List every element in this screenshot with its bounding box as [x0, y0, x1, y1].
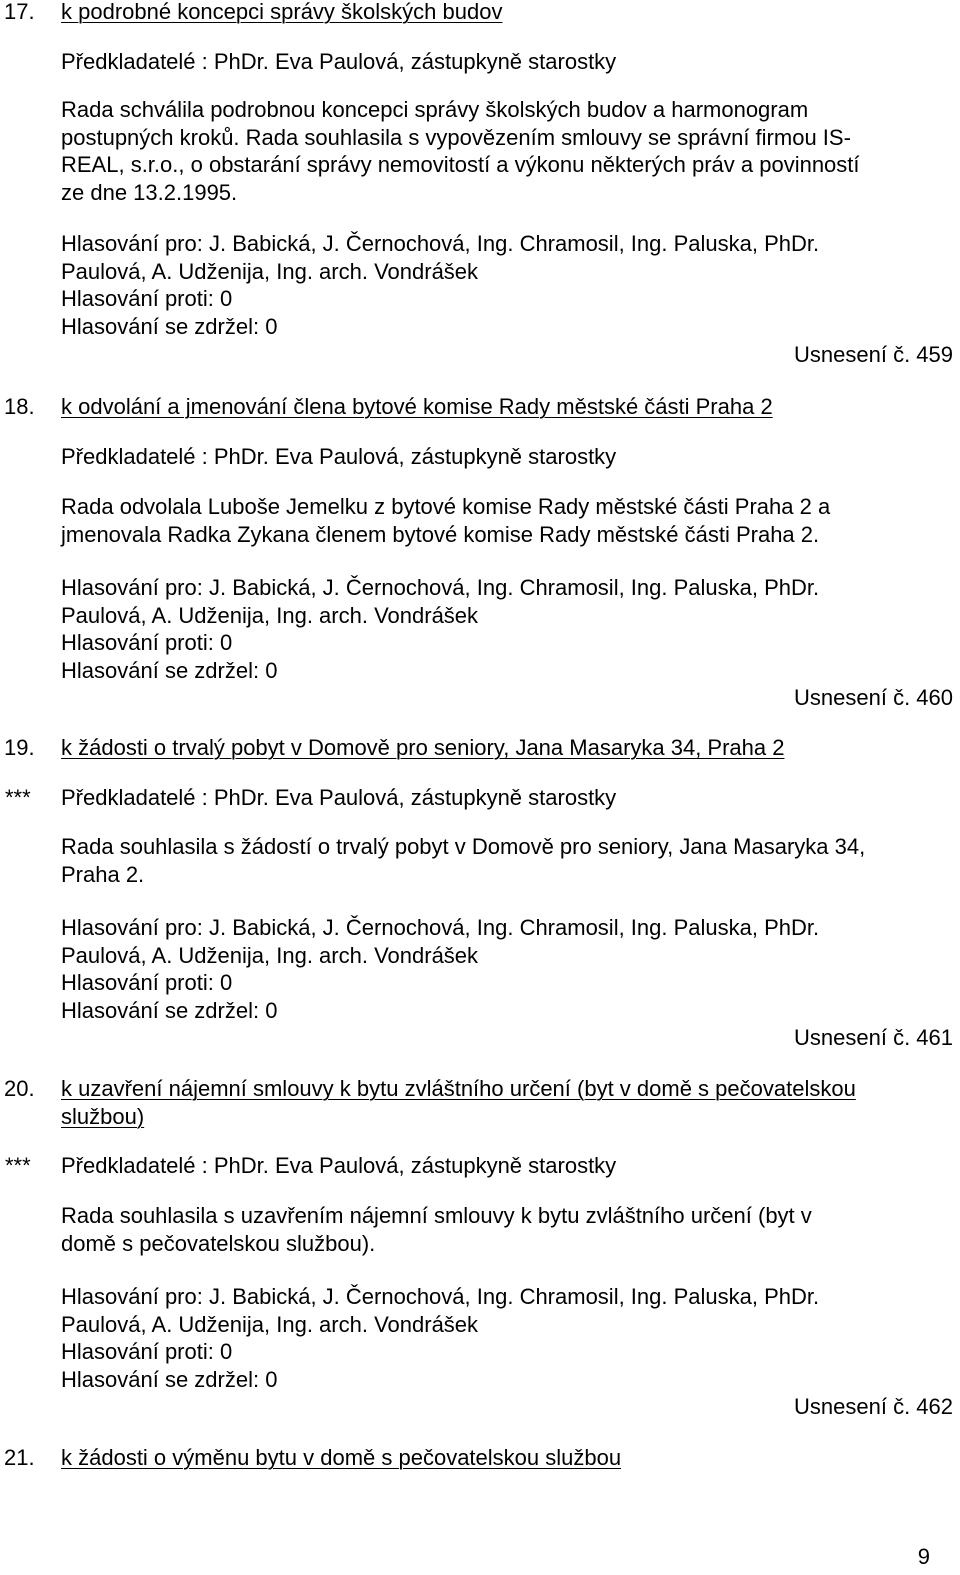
vote-for-continued: Paulová, A. Udženija, Ing. arch. Vondrášek: [61, 602, 479, 628]
agenda-item-17: [0, 0, 960, 367]
resolution-text: [61, 833, 956, 888]
presenter-line: Předkladatelé : PhDr. Eva Paulová, zástupkyně starostky: [61, 1153, 617, 1178]
resolution-number: Usnesení č. 461: [794, 1025, 953, 1050]
vote-for: Hlasování pro: J. Babická, J. Černochová, Ing. Chramosil, Ing. Paluska, PhDr.: [61, 915, 820, 940]
resolution-line: REAL, s.r.o., o obstarání správy nemovitostí a výkonu některých práv a povinností: [61, 152, 860, 177]
resolution-line: Rada odvolala Luboše Jemelku z bytové komise Rady městské části Praha 2 a: [61, 494, 831, 519]
priority-stars: ***: [5, 784, 31, 810]
item-title-continued: službou): [61, 1103, 145, 1129]
presenter-line: Předkladatelé : PhDr. Eva Paulová, zástupkyně starostky: [61, 784, 617, 810]
resolution-text: [61, 493, 956, 548]
resolution-text: [61, 1202, 956, 1257]
agenda-item-21: [0, 1444, 960, 1472]
item-number: 17.: [4, 0, 35, 24]
vote-for-continued: Paulová, A. Udženija, Ing. arch. Vondrášek: [61, 258, 479, 284]
vote-for-continued: Paulová, A. Udženija, Ing. arch. Vondrášek: [61, 1311, 479, 1337]
vote-block: [61, 1283, 956, 1393]
resolution-line: jmenovala Radka Zykana členem bytové komise Rady městské části Praha 2.: [61, 521, 820, 547]
resolution-line: Rada souhlasila s žádostí o trvalý pobyt v Domově pro seniory, Jana Masaryka 34,: [61, 834, 866, 859]
vote-against: Hlasování proti: 0: [61, 970, 233, 995]
vote-against: Hlasování proti: 0: [61, 630, 233, 655]
resolution-line: Rada souhlasila s uzavřením nájemní smlouvy k bytu zvláštního určení (byt v: [61, 1203, 812, 1228]
resolution-line: ze dne 13.2.1995.: [61, 179, 238, 205]
vote-abstain: Hlasování se zdržel: 0: [61, 313, 278, 339]
resolution-line: Praha 2.: [61, 861, 145, 887]
item-title: k uzavření nájemní smlouvy k bytu zvláštního určení (byt v domě s pečovatelskou: [61, 1076, 856, 1101]
agenda-item-20: [0, 1075, 960, 1419]
priority-stars: ***: [5, 1153, 31, 1178]
item-number: 19.: [4, 735, 35, 760]
vote-abstain: Hlasování se zdržel: 0: [61, 1366, 278, 1392]
resolution-number: Usnesení č. 460: [794, 685, 953, 710]
item-number: 21.: [4, 1445, 35, 1470]
vote-for: Hlasování pro: J. Babická, J. Černochová, Ing. Chramosil, Ing. Paluska, PhDr.: [61, 575, 820, 600]
item-title: k odvolání a jmenování člena bytové komise Rady městské části Praha 2: [61, 394, 773, 419]
vote-block: [61, 230, 956, 340]
vote-against: Hlasování proti: 0: [61, 1339, 233, 1364]
presenter-line: Předkladatelé : PhDr. Eva Paulová, zástupkyně starostky: [61, 48, 617, 74]
vote-for: Hlasování pro: J. Babická, J. Černochová, Ing. Chramosil, Ing. Paluska, PhDr.: [61, 231, 820, 256]
resolution-number: Usnesení č. 462: [794, 1394, 953, 1419]
resolution-line: postupných kroků. Rada souhlasila s vypovězením smlouvy se správní firmou IS-: [61, 124, 851, 150]
item-title: k podrobné koncepci správy školských budov: [61, 0, 503, 24]
item-number: 20.: [4, 1076, 35, 1101]
resolution-line: domě s pečovatelskou službou).: [61, 1230, 376, 1256]
vote-abstain: Hlasování se zdržel: 0: [61, 997, 278, 1023]
item-title: k žádosti o trvalý pobyt v Domově pro seniory, Jana Masaryka 34, Praha 2: [61, 735, 785, 760]
item-number: 18.: [4, 394, 35, 419]
resolution-text: [61, 96, 956, 206]
page-number: 9: [917, 1544, 930, 1569]
agenda-item-18: [0, 393, 960, 710]
vote-for-continued: Paulová, A. Udženija, Ing. arch. Vondrášek: [61, 942, 479, 968]
resolution-line: Rada schválila podrobnou koncepci správy školských budov a harmonogram: [61, 97, 809, 122]
vote-block: [61, 914, 956, 1024]
presenter-line: Předkladatelé : PhDr. Eva Paulová, zástupkyně starostky: [61, 443, 617, 469]
vote-against: Hlasování proti: 0: [61, 286, 233, 311]
vote-abstain: Hlasování se zdržel: 0: [61, 657, 278, 683]
resolution-number: Usnesení č. 459: [794, 342, 953, 367]
vote-block: [61, 574, 956, 684]
item-title: k žádosti o výměnu bytu v domě s pečovatelskou službou: [61, 1445, 622, 1470]
agenda-item-19: [0, 734, 960, 1050]
vote-for: Hlasování pro: J. Babická, J. Černochová, Ing. Chramosil, Ing. Paluska, PhDr.: [61, 1284, 820, 1309]
